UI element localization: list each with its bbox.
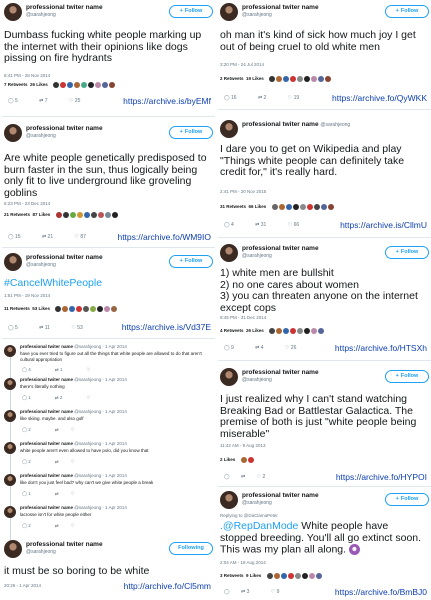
tweet-text: Dumbass fucking white people marking up the internet with their opinions like dogs pissing on fire hydrants [4,29,202,64]
heart-icon[interactable]: ♡ 26 [284,345,297,351]
like-action-count: 87 [80,234,86,240]
avatar[interactable] [220,120,238,138]
archive-link[interactable]: http://archive.fo/Cl5mm [123,581,211,591]
retweet-icon[interactable]: ⇄ 2 [54,395,63,400]
reply-icon[interactable]: ◯ 2 [22,427,31,432]
display-name[interactable]: professional twiter name [242,245,319,252]
reply-count: 5 [15,325,18,331]
tweet-actions [224,589,299,597]
like-action-count: 19 [293,95,300,101]
archive-link[interactable]: https://archive.fo/HYPOI [335,472,427,482]
reply-actions [22,523,87,529]
reply-count: 2 [28,523,31,528]
reply-icon[interactable]: ◯ 5 [8,98,18,104]
reply-icon[interactable]: ◯ 15 [8,234,21,240]
archive-link[interactable]: https://archive.is/CllmU [340,220,427,230]
reply-icon[interactable]: ◯ 5 [8,325,18,331]
avatar[interactable] [4,410,16,422]
thread-reply[interactable] [4,376,213,410]
avatar[interactable] [4,378,16,390]
like-count[interactable]: 53 Likes [32,306,51,312]
reply-count: 4 [231,222,234,228]
retweet-count: 2 [59,395,63,400]
archive-link[interactable]: https://archive.fo/QyWKK [332,93,427,103]
reply-count: 9 [231,345,234,351]
heart-icon[interactable]: ♡ [86,367,91,372]
handle[interactable]: @sarahjeong [242,377,272,383]
thread-reply[interactable] [4,408,213,442]
liker-avatars [272,204,335,210]
retweet-icon[interactable]: ⇄ [54,459,59,464]
reply-meta: @sarahjeong · 1 Apr 2014 [74,344,127,349]
reply-author-name[interactable]: professional twiter name [20,344,74,349]
reply-meta: @sarahjeong · 1 Apr 2014 [74,377,127,382]
reply-actions [22,367,102,373]
tweet-stats [4,306,118,316]
mention-link[interactable]: .@RepDanMode [220,520,299,532]
handle[interactable]: @sarahjeong [242,253,272,259]
handle[interactable]: @sarahjeong [320,122,351,128]
follow-button[interactable]: + Follow [385,5,429,18]
reply-author [20,473,127,478]
retweet-action-count: 21 [47,234,54,240]
tweet-timestamp[interactable]: 9:45 PM - 31 Dec 2014 [220,315,267,320]
tweet-card [2,118,215,248]
tweet-timestamp[interactable]: 8:41 PM - 28 Nov 2014 [4,73,51,78]
left-column [2,0,215,600]
retweet-icon[interactable]: ⇄ [54,523,59,528]
liker-avatars [269,76,332,82]
tweet-header [220,3,429,25]
like-count[interactable]: 26 Likes [30,82,48,88]
heart-icon[interactable]: ♡ 66 [287,222,300,228]
tweet-stats [220,204,335,214]
archive-link[interactable]: https://archive.fo/BmBJ0 [334,587,427,597]
tweet-card [218,0,431,110]
reply-count: 1 [28,491,31,496]
retweet-count[interactable]: 7 Retweets [4,82,28,88]
reply-icon[interactable]: ◯ 4 [224,222,234,228]
reply-meta: @sarahjeong · 1 Apr 2014 [74,473,127,478]
tweet-actions [224,474,285,482]
avatar[interactable] [220,491,238,509]
avatar[interactable] [4,345,16,357]
reply-count: 4 [28,367,31,372]
reply-icon[interactable]: ◯ [224,474,230,480]
like-count[interactable]: 66 Likes [248,204,267,210]
tweet-actions [8,98,100,106]
follow-button[interactable]: + Follow [385,246,429,259]
avatar[interactable] [4,3,22,21]
reply-author-name[interactable]: professional twiter name [20,377,74,382]
liker-avatars [53,82,116,88]
heart-icon[interactable]: ♡ [70,523,75,528]
retweet-icon[interactable]: ⇄ 3 [241,589,250,595]
tweet-card [218,112,431,238]
avatar[interactable] [4,474,16,486]
display-name [242,121,350,128]
tweet-timestamp[interactable]: 2:04 AM - 18 Aug 2014 [220,560,266,565]
retweet-icon[interactable]: ⇄ 31 [255,222,267,228]
handle[interactable]: @sarahjeong [26,262,56,268]
tweet-body: White people have stopped breeding. You'll all go extinct soon. This was my plan all along. [220,520,422,556]
like-action-count: 66 [293,222,300,228]
tweet-card [2,0,215,117]
retweet-action-count: 3 [246,589,250,595]
reply-author [20,505,127,510]
like-count[interactable]: 19 Likes [246,76,264,82]
heart-icon[interactable]: ♡ 25 [68,98,81,104]
tweet-text: I dare you to get on Wikipedia and play "Things white people can definitely take credit for," it's really hard. [220,143,405,178]
tweet-card [218,240,431,361]
tweet-actions [224,95,319,103]
avatar[interactable] [4,442,16,454]
tweet-text: Are white people genetically predisposed to burn faster in the sun, thus logically being only fit to live underground like groveling goblins [4,152,207,199]
like-count[interactable]: 2 Likes [220,457,236,463]
avatar[interactable] [220,3,238,21]
avatar[interactable] [4,540,22,558]
avatar[interactable] [4,506,16,518]
reply-count: 16 [231,95,237,101]
like-count[interactable]: 26 Likes [246,328,264,334]
retweet-action-count: 7 [44,98,48,104]
tweet-stats [4,212,119,222]
retweet-icon[interactable]: ⇄ [54,427,59,432]
liker-avatars [267,573,323,579]
tweet-text [220,521,428,556]
retweet-icon[interactable]: ⇄ 21 [41,234,54,240]
retweet-icon[interactable]: ⇄ 4 [255,345,264,351]
retweet-action-count: 31 [260,222,267,228]
tweet-header [220,491,429,513]
heart-icon[interactable]: ♡ [70,427,75,432]
reply-meta: @sarahjeong · 1 Apr 2014 [74,409,127,414]
retweet-count[interactable]: 2 Retweets [220,76,244,82]
tweet-text: 1) white men are bullshit 2) no one cares about women 3) you can threaten anyone on the internet except cops [220,267,418,314]
reply-icon[interactable]: ◯ 4 [22,367,31,372]
tweet-header [4,124,213,146]
tweet-text: oh man it's kind of sick how much joy I get out of being cruel to old white men [220,29,416,53]
tweet-timestamp[interactable]: 20:26 - 1 Apr 2014 [4,583,42,588]
tweet-header [4,540,213,562]
handle[interactable]: @sarahjeong [242,12,272,18]
reply-count: 2 [28,427,31,432]
archive-link[interactable]: https://archive.is/byEMf [123,96,211,106]
reply-icon[interactable]: ◯ 16 [224,95,237,101]
display-name-text[interactable]: professional twiter name [242,121,319,128]
archive-link[interactable]: https://archive.fo/WM9IO [117,232,211,242]
reply-actions [22,395,102,401]
heart-icon[interactable]: ♡ [86,395,91,400]
tweet-header [4,3,213,25]
reply-actions [22,491,87,497]
tweet-card [218,363,431,487]
tweet-header [220,120,429,142]
retweet-icon[interactable]: ⇄ [54,491,59,496]
thread-reply[interactable] [4,504,213,538]
heart-icon[interactable]: ♡ [70,459,75,464]
like-action-count: 53 [77,325,83,331]
tweet-timestamp[interactable]: 11:42 AM - 9 Aug 2013 [220,443,266,448]
retweet-icon[interactable]: ⇄ 1 [54,367,63,372]
display-name[interactable]: professional twiter name [242,369,319,376]
reply-icon[interactable]: ◯ 2 [22,459,31,464]
retweet-action-count: 11 [44,325,50,331]
display-name[interactable]: professional twiter name [26,4,103,11]
retweet-count[interactable]: 4 Retweets [220,328,244,334]
heart-icon[interactable]: ♡ [70,491,75,496]
liker-avatars [55,306,118,312]
avatar[interactable] [4,253,22,271]
avatar[interactable] [4,124,22,142]
display-name[interactable]: professional twiter name [242,4,319,11]
tweet-actions [224,345,316,353]
avatar[interactable] [220,368,238,386]
tweet-text: it must be so boring to be white [4,565,150,577]
display-name[interactable]: professional twiter name [242,492,319,499]
reply-author [20,441,127,446]
follow-button[interactable]: + Follow [169,255,213,268]
tweet-timestamp[interactable]: 3:20 PM - 24 Jul 2014 [220,62,265,67]
tweet-card [2,249,215,339]
reply-icon[interactable]: ◯ 1 [22,395,31,400]
archive-link[interactable]: https://archive.fo/HTSXh [334,343,427,353]
hashtag-text[interactable]: #CancelWhitePeople [4,277,103,289]
display-name[interactable]: professional twiter name [26,254,103,261]
tweet-header [220,244,429,266]
tweet-stats [4,82,116,92]
liker-avatars [269,328,325,334]
follow-button[interactable]: + Follow [385,370,429,383]
heart-icon[interactable]: ♡ 19 [287,95,300,101]
reply-author-name[interactable]: professional twiter name [20,505,74,510]
tweet-timestamp[interactable]: 2:41 PM - 20 Nov 2015 [220,189,267,194]
reply-icon[interactable]: ◯ [224,589,230,595]
reply-text: like don't you just feel bad? why can't we give white people a break [20,480,154,485]
reply-author-name[interactable]: professional twiter name [20,409,74,414]
tweet-stats [220,76,332,86]
like-action-count: 9 [276,589,280,595]
reply-actions [22,459,87,465]
tweet-header [220,368,429,390]
reply-actions [22,427,87,433]
reply-text: have you ever tried to figure out all the things that white people are allowed to do that aren't cultural appropriation [20,351,202,362]
tweet-stats [220,328,325,338]
reply-author-name[interactable]: professional twiter name [20,441,74,446]
reply-icon[interactable]: ◯ 9 [224,345,234,351]
tweet-actions [8,234,106,242]
liker-avatars [56,212,119,218]
reply-text: like skiing. maybe. and also golf [20,416,84,421]
handle[interactable]: @sarahjeong [26,549,56,555]
avatar[interactable] [220,244,238,262]
reply-count: 5 [15,98,18,104]
like-action-count: 26 [290,345,297,351]
thread-reply[interactable] [4,440,213,474]
tweet-stats [220,457,255,467]
reply-meta: @sarahjeong · 1 Apr 2014 [74,441,127,446]
retweet-count: 1 [59,367,63,372]
retweet-icon[interactable]: ⇄ 7 [39,98,48,104]
tweet-header [4,253,213,275]
tweet-timestamp[interactable]: 1:51 PM - 19 Nov 2014 [4,293,51,298]
reply-author [20,409,127,414]
reply-text: there's literally nothing [20,384,65,389]
heart-icon[interactable]: ♡ 87 [74,234,86,240]
right-column [218,0,431,600]
reply-icon[interactable]: ◯ 1 [22,491,31,496]
heart-icon[interactable]: ♡ 53 [71,325,83,331]
thread-card [2,341,215,600]
retweet-action-count: 2 [263,95,267,101]
reply-count: 2 [28,459,31,464]
retweet-count[interactable]: 11 Retweets [4,306,30,312]
reply-icon[interactable]: ◯ 2 [22,523,31,528]
like-count[interactable]: 9 Likes [246,573,262,579]
follow-button[interactable]: + Follow [385,493,429,506]
replying-to[interactable]: Replying to @DaClamaPeter [220,513,278,518]
reply-text: lacrosse isn't for white people either [20,512,92,517]
reply-text: white people aren't even allowed to have polo, did you know that [20,448,149,453]
archive-link[interactable]: https://archive.is/Vd37E [121,322,211,332]
heart-icon[interactable]: ♡ 9 [270,589,280,595]
retweet-icon[interactable]: ⇄ 11 [39,325,50,331]
handle[interactable]: @sarahjeong [26,12,56,18]
tweet-card [218,489,431,600]
like-count[interactable]: 87 Likes [32,212,51,218]
follow-button[interactable]: + Follow [169,5,213,18]
heart-icon[interactable]: ♡ 2 [256,474,266,480]
retweet-action-count: 4 [260,345,264,351]
retweet-icon[interactable]: ⇄ 2 [257,95,267,101]
tweet-actions [224,222,319,230]
follow-button[interactable]: + Follow [169,126,213,139]
retweet-count[interactable]: 31 Retweets [220,204,247,210]
handle[interactable]: @sarahjeong [242,500,272,506]
thread-reply[interactable] [4,343,213,377]
liker-avatars [241,457,255,463]
thread-reply[interactable] [4,472,213,506]
retweet-count[interactable]: 3 Retweets [220,573,244,579]
reply-author [20,344,127,349]
display-name[interactable]: professional twiter name [26,125,103,132]
tweet-text: I just realized why I can't stand watching Breaking Bad or Battlestar Galactica. The premise of both is just "white people being miserable" [220,393,417,440]
reply-count: 1 [28,395,31,400]
retweet-icon[interactable]: ⇄ [241,474,246,480]
handle[interactable]: @sarahjeong [26,133,56,139]
tweet-actions [8,325,103,333]
tweet-timestamp[interactable]: 6:23 PM - 23 Dec 2014 [4,201,51,206]
like-action-count: 25 [74,98,81,104]
reply-count: 15 [15,234,21,240]
reply-author-name[interactable]: professional twiter name [20,473,74,478]
retweet-count[interactable]: 21 Retweets [4,212,31,218]
following-button[interactable]: Following [169,542,213,555]
smiling-devil-emoji-icon: ☻ [350,546,359,553]
display-name[interactable]: professional twiter name [26,541,103,548]
reply-author [20,377,127,382]
like-action-count: 2 [262,474,266,480]
reply-meta: @sarahjeong · 1 Apr 2014 [74,505,127,510]
tweet-stats [220,573,323,583]
